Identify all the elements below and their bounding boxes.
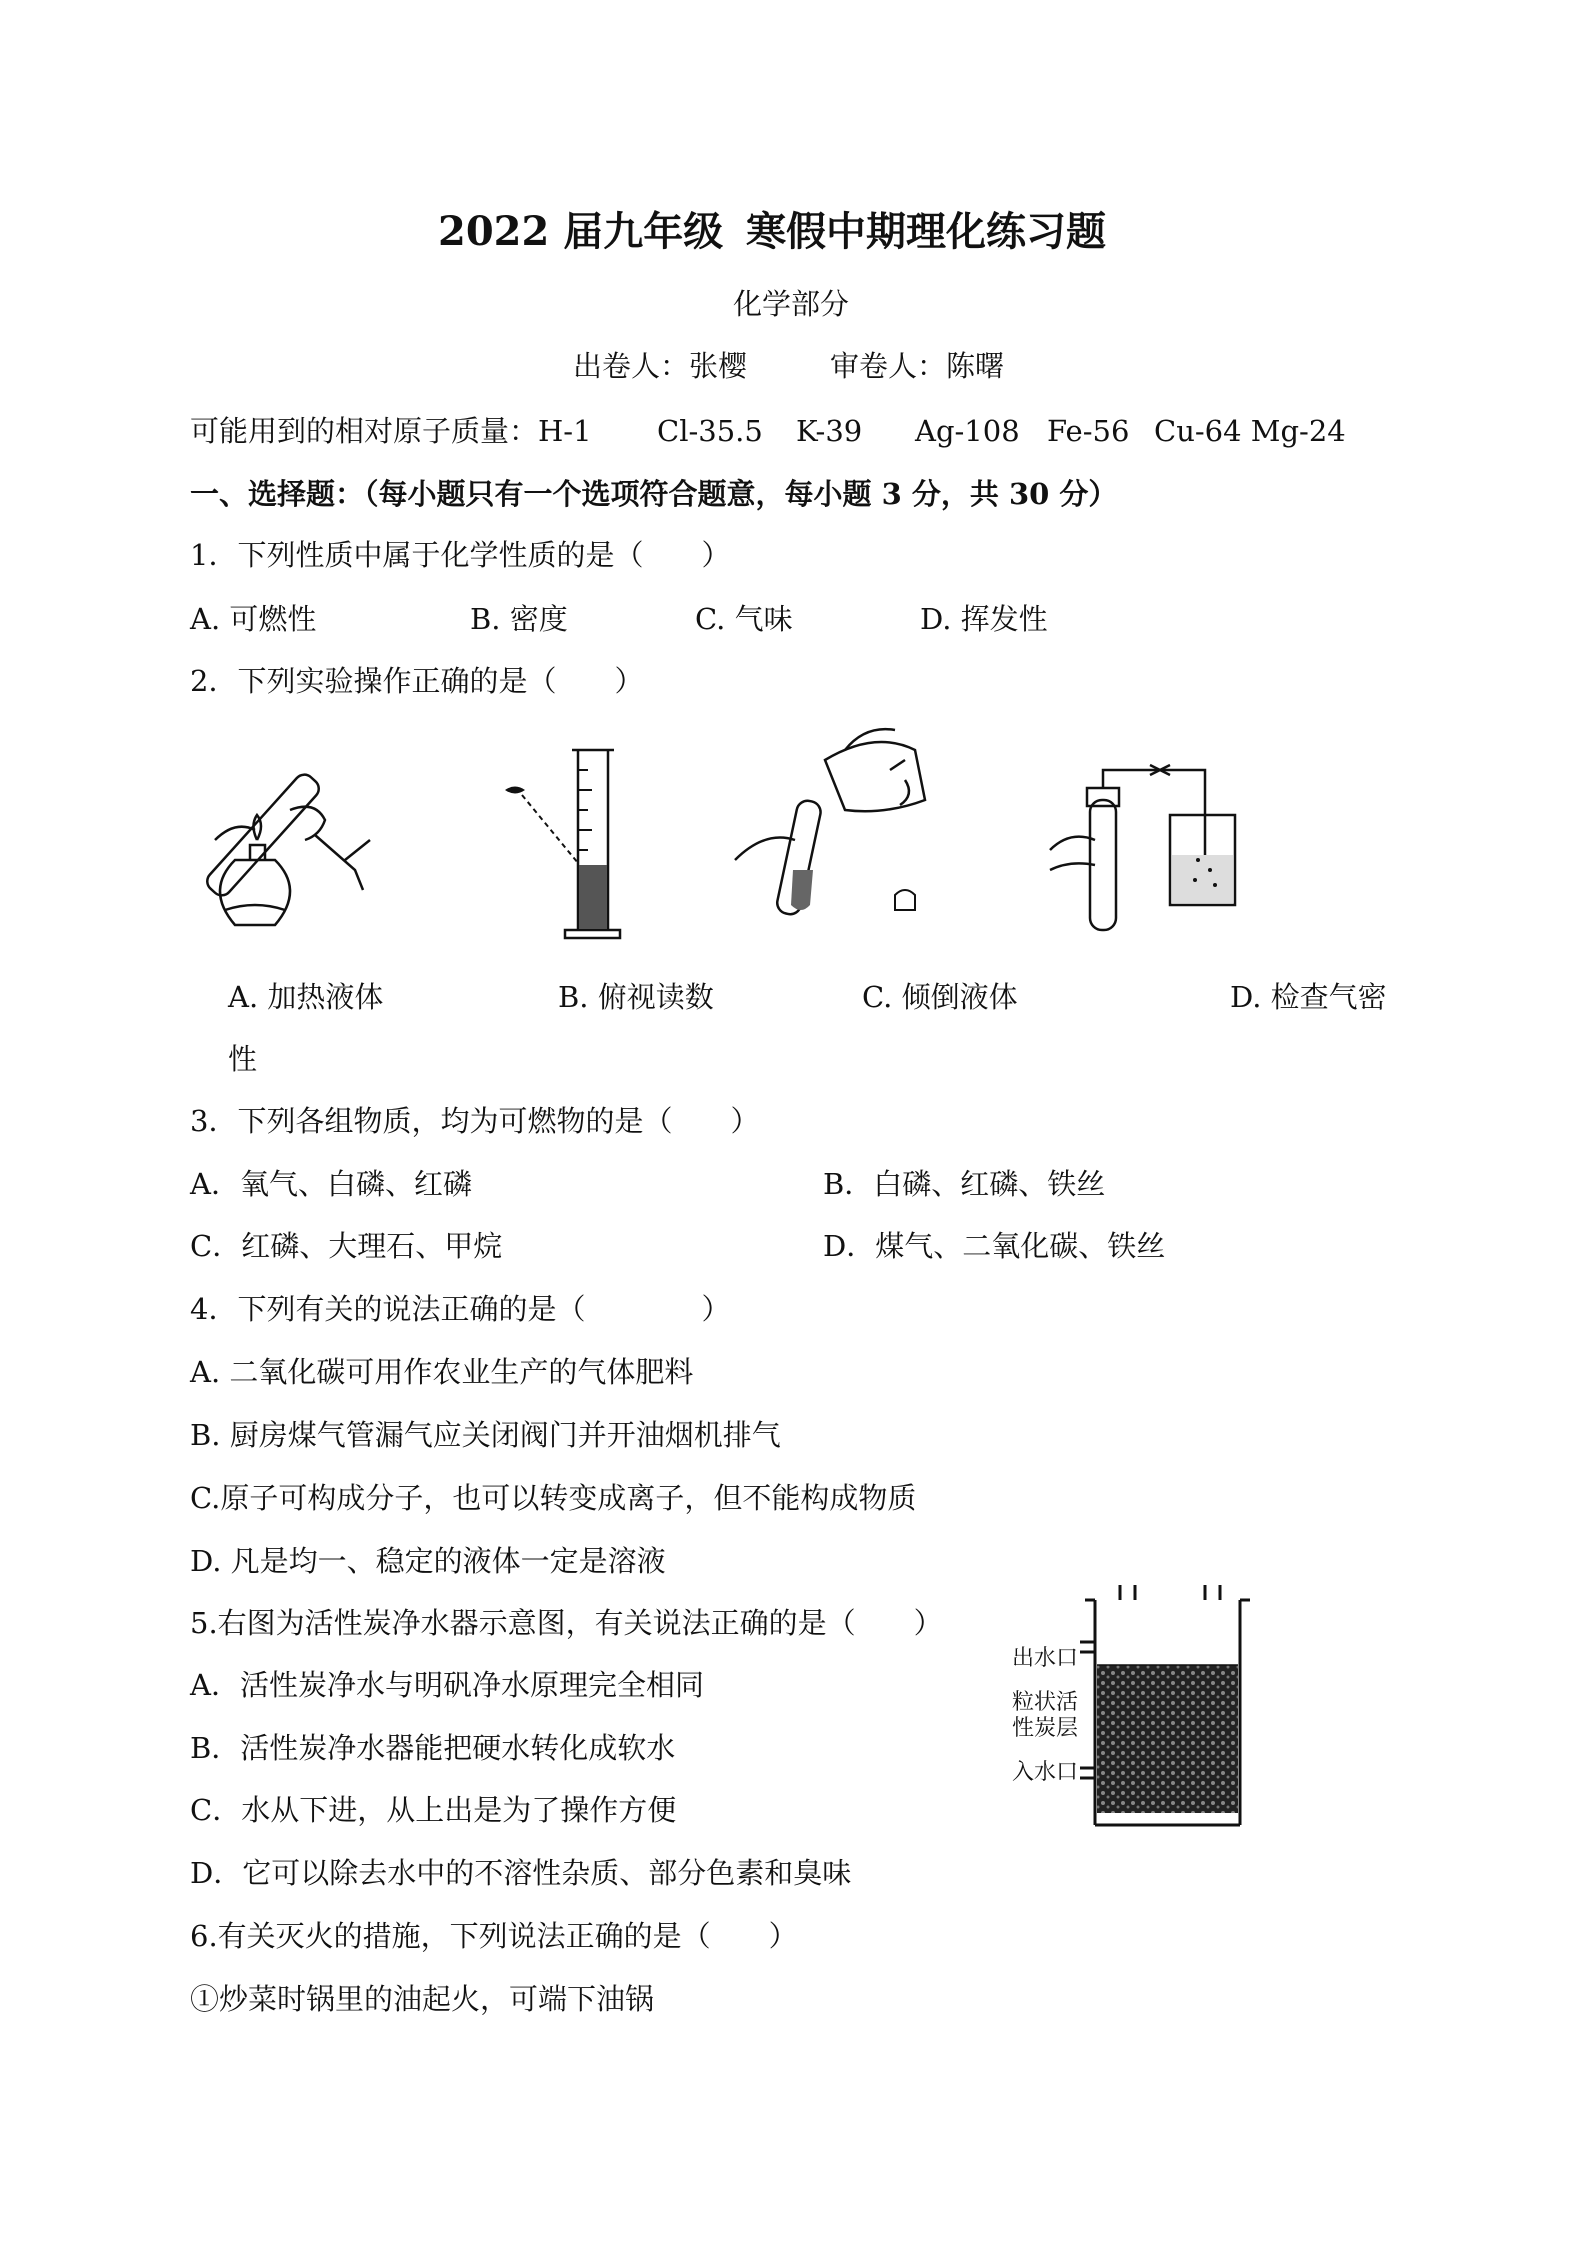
q1-option-d: D. 挥发性	[920, 602, 1048, 636]
q4-stem: 4．下列有关的说法正确的是（ ）	[190, 1292, 731, 1326]
atomic-mass-item: Ag-108	[915, 414, 1020, 448]
purifier-carbon-label-1: 粒状活	[1012, 1690, 1079, 1715]
page-title-left: 2022 届九年级	[438, 208, 724, 255]
heating-liquid-figure	[195, 740, 405, 940]
q2-option-d-wrap: 性	[228, 1042, 258, 1076]
pouring-liquid-figure	[725, 720, 955, 930]
q2-option-b: B. 俯视读数	[558, 980, 714, 1014]
q3-option-b: B．白磷、红磷、铁丝	[823, 1167, 1106, 1201]
q3-stem: 3．下列各组物质，均为可燃物的是（ ）	[190, 1104, 760, 1138]
q3-option-c: C．红磷、大理石、甲烷	[190, 1229, 503, 1263]
q1-option-a: A. 可燃性	[190, 602, 317, 636]
q2-option-a: A. 加热液体	[228, 980, 384, 1014]
q5-option-b: B．活性炭净水器能把硬水转化成软水	[190, 1731, 676, 1765]
page-subtitle: 化学部分	[733, 287, 850, 321]
q1-option-c: C. 气味	[695, 602, 793, 636]
q4-option-d: D. 凡是均一、稳定的液体一定是溶液	[190, 1544, 666, 1578]
atomic-mass-item: Cu-64 Mg-24	[1154, 414, 1346, 448]
q5-stem: 5.右图为活性炭净水器示意图，有关说法正确的是（ ）	[190, 1606, 943, 1640]
atomic-mass-item: Cl-35.5	[657, 414, 763, 448]
q4-option-a: A. 二氧化碳可用作农业生产的气体肥料	[190, 1355, 694, 1389]
q3-option-a: A．氧气、白磷、红磷	[190, 1167, 472, 1201]
graduated-cylinder-figure	[500, 745, 670, 945]
q6-stem: 6.有关灭火的措施，下列说法正确的是（ ）	[190, 1919, 798, 1953]
q2-stem: 2．下列实验操作正确的是（ ）	[190, 664, 644, 698]
q2-option-c: C. 倾倒液体	[862, 980, 1018, 1014]
atomic-mass-item: Fe-56	[1047, 414, 1130, 448]
q5-option-a: A．活性炭净水与明矾净水原理完全相同	[190, 1668, 704, 1702]
q3-option-d: D．煤气、二氧化碳、铁丝	[823, 1229, 1166, 1263]
q5-option-c: C．水从下进，从上出是为了操作方便	[190, 1793, 677, 1827]
q6-item-1: ①炒菜时锅里的油起火，可端下油锅	[190, 1982, 655, 2016]
water-purifier-figure	[1080, 1590, 1270, 1820]
reviewer-line: 审卷人：陈曙	[830, 349, 1005, 383]
purifier-outlet-label: 出水口	[1012, 1646, 1079, 1671]
author-line: 出卷人：张樱	[573, 349, 748, 383]
q1-stem: 1．下列性质中属于化学性质的是（ ）	[190, 538, 731, 572]
q4-option-c: C.原子可构成分子，也可以转变成离子，但不能构成物质	[190, 1481, 917, 1515]
q2-option-d: D. 检查气密	[1230, 980, 1387, 1014]
q5-option-d: D．它可以除去水中的不溶性杂质、部分色素和臭味	[190, 1856, 852, 1890]
purifier-inlet-label: 入水口	[1012, 1760, 1079, 1785]
atomic-mass-label: 可能用到的相对原子质量：H-1	[190, 414, 592, 448]
airtightness-figure	[1040, 760, 1240, 940]
q1-option-b: B. 密度	[470, 602, 568, 636]
page-title-right: 寒假中期理化练习题	[746, 208, 1106, 255]
section-heading: 一、选择题：（每小题只有一个选项符合题意，每小题 3 分，共 30 分）	[190, 477, 1118, 511]
purifier-carbon-label-2: 性炭层	[1012, 1716, 1079, 1741]
atomic-mass-item: K-39	[796, 414, 863, 448]
q4-option-b: B. 厨房煤气管漏气应关闭阀门并开油烟机排气	[190, 1418, 781, 1452]
